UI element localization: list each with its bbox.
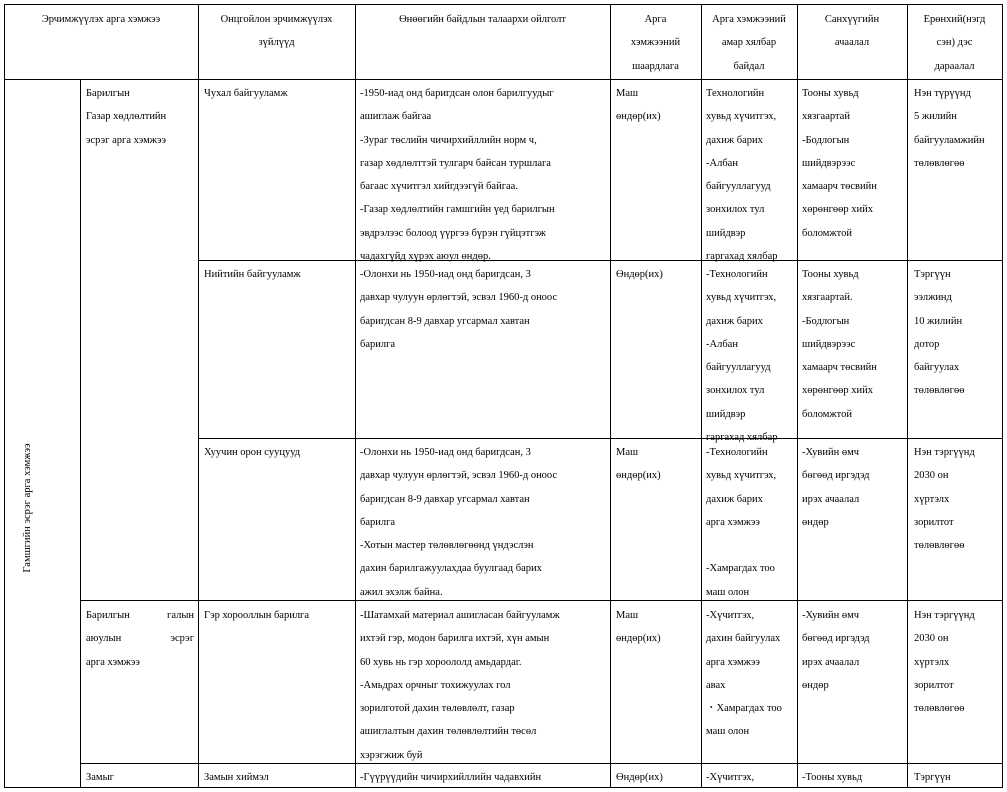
section-label-earthquake: Барилгын Газар хөдлөлтийн эсрэг арга хэмжээ — [86, 88, 167, 146]
table-row-priority: Тэргүүн — [914, 772, 951, 783]
header-finance: Санхүүгийн ачаалал — [824, 14, 880, 49]
table-row-priority: Тэргүүн ээлжинд 10 жилийн дотор байгуулах төлөвлөгөө — [914, 269, 965, 397]
table-row-situation: -Олонхи нь 1950-иад онд баригдсан, 3 давхар чулуун өрлөгтэй, эсвэл 1960-д оноос баригдсан 8-9 давхар угсармал хавтан барилга -Хотын мастер төлөвлөгөөнд үндэслэн дахин барилгажуулахдаа буулгаад барих ажил эхэлж байна. — [360, 447, 558, 598]
col-border — [355, 4, 356, 788]
table-row-finance: Тооны хувьд хязгаартай. -Бодлогын шийдвэрээс хамаарч төсвийн хөрөнгөөр хийх боломжтой — [802, 269, 877, 420]
header-priority: Ерөнхий(нэгд сэн) дэс дараалал — [923, 14, 986, 72]
table-row-situation: -Олонхи нь 1950-иад онд баригдсан, 3 давхар чулуун өрлөгтэй, эсвэл 1960-д оноос баригдсан 8-9 давхар угсармал хавтан барилга — [360, 269, 558, 350]
table-row-item: Хуучин орон сууцууд — [204, 447, 301, 458]
col-border — [4, 4, 5, 788]
section-label-fire: Барилгын галын аюулын эсрэг арга хэмжээ — [86, 610, 194, 668]
table-row-ease: Технологийн хувьд хүчитгэх, дахиж барих -Албан байгууллагууд зонхилох тул шийдвэр гаргахад хялбар — [706, 88, 778, 263]
group-label: Гамшгийн эсрэг арга хэмжээ — [22, 443, 33, 573]
table-row-requirement: Маш өндөр(их) — [616, 88, 661, 123]
col-border — [198, 4, 199, 788]
row-divider — [198, 438, 1003, 439]
table-row-requirement: Өндөр(их) — [616, 269, 663, 280]
header-items: Онцгойлон эрчимжүүлэх зүйлүүд — [220, 14, 333, 49]
table-row-requirement: Маш өндөр(их) — [616, 447, 661, 482]
table-row-priority: Нэн тэргүүнд 2030 он хүртэлх зорилтот төлөвлөгөө — [914, 610, 975, 715]
table-row-ease: -Хүчитгэх, дахин байгуулах арга хэмжээ авах ・Хамрагдах тоо маш олон — [706, 610, 782, 738]
table-row-requirement: Өндөр(их) — [616, 772, 663, 783]
table-row-ease: -Хүчитгэх, — [706, 772, 755, 783]
table-top-border — [4, 4, 1003, 5]
table-row-situation: -1950-иад онд баригдсан олон барилгуудыг ашиглаж байгаа -Зураг төслийн чичирхийллийн норм ч, газар хөдлөлттэй тулгарч байсан туршлага багаас хүчитгэл хийгдээгүй байгаа. -Газар хөдлөлтийн гамшгийн үед барилгын эвдрэлээс болоод үүргээ бүрэн гүйцэтгэж чадахгүйд хүрэх аюул өндөр. — [360, 88, 555, 263]
table-row-situation: -Гүүрүүдийн чичирхийллийн чадавхийн — [360, 772, 542, 783]
header-measure: Эрчимжүүлэх арга хэмжээ — [41, 14, 161, 25]
table-row-item: Нийтийн байгууламж — [204, 269, 301, 280]
header-requirement: Арга хэмжээний шаардлага — [630, 14, 681, 72]
table-row-priority: Нэн тэргүүнд 2030 он хүртэлх зорилтот төлөвлөгөө — [914, 447, 975, 552]
header-ease: Арга хэмжээний амар хялбар байдал — [712, 14, 786, 72]
table-row-item: Гэр хорооллын барилга — [204, 610, 310, 621]
header-bottom-border — [4, 79, 1003, 80]
table-row-item: Замын хиймэл — [204, 772, 269, 783]
col-border — [701, 4, 702, 788]
table-row-finance: -Хувийн өмч бөгөөд иргэдэд ирэх ачаалал өндөр — [802, 447, 870, 528]
col-border — [797, 4, 798, 788]
table-row-item: Чухал байгууламж — [204, 88, 288, 99]
table-row-finance: -Хувийн өмч бөгөөд иргэдэд ирэх ачаалал өндөр — [802, 610, 870, 691]
section-label-road: Замыг — [86, 772, 114, 783]
col-border — [610, 4, 611, 788]
table-row-finance: Тооны хувьд хязгаартай -Бодлогын шийдвэрээс хамаарч төсвийн хөрөнгөөр хийх боломжтой — [802, 88, 877, 239]
col-border — [1002, 4, 1003, 788]
table-row-priority: Нэн түрүүнд 5 жилийн байгууламжийн төлөвлөгөө — [914, 88, 985, 169]
col-border — [80, 79, 81, 788]
table-row-requirement: Маш өндөр(их) — [616, 610, 661, 645]
header-situation: Өнөөгийн байдлын талаархи ойлголт — [399, 14, 566, 25]
col-border — [907, 4, 908, 788]
table-row-ease: -Технологийн хувьд хүчитгэх, дахиж барих арга хэмжээ -Хамрагдах тоо маш олон — [706, 447, 777, 598]
table-row-finance: -Тооны хувьд — [802, 772, 863, 783]
table-row-ease: -Технологийн хувьд хүчитгэх, дахиж барих -Албан байгууллагууд зонхилох тул шийдвэр гаргахад хялбар — [706, 269, 778, 444]
table-row-situation: -Шатамхай материал ашигласан байгууламж ихтэй гэр, модон барилга ихтэй, хүн амын 60 хувь нь гэр хороололд амьдардаг. -Амьдрах орчныг тохижуулах гол зорилготой дахин төлөвлөлт, газар ашиглалтын дахин төлөвлөлтийн төсөл хэрэгжиж буй — [360, 610, 560, 761]
